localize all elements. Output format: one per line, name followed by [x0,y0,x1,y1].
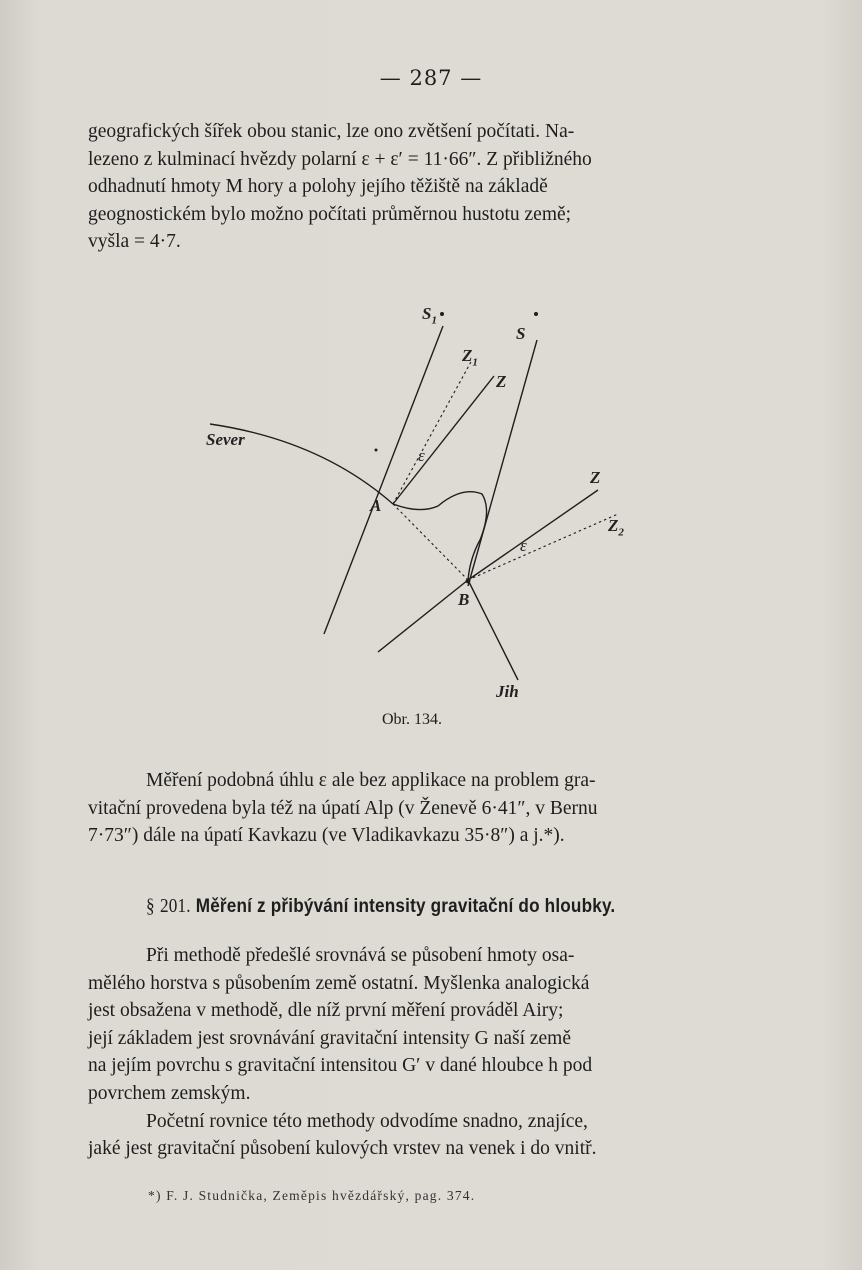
mountain-profile [393,492,487,580]
label-z1: $Z_1$ [462,346,478,369]
text-line: odhadnutí hmoty M hory a polohy jejího těžiště na základě [88,176,548,198]
dotted-a-z1 [393,360,472,504]
text-line: vyšla = 4·7. [88,231,181,253]
star-dot [440,312,444,316]
star-dot [534,312,538,316]
label-z-upper: Z [496,372,507,391]
figure-134 [200,300,640,720]
text-line: Měření podobná úhlu ε ale bez applikace na problem gra- [146,770,596,791]
vertical-a [324,326,443,634]
text-line: geognostickém bylo možno počítati průměrnou hustotu země; [88,203,572,225]
label-b: B [458,590,470,609]
line-b-z [468,490,598,580]
dotted-b-z2 [468,514,618,580]
text-line: povrchem zemským. [88,1082,251,1104]
section-number: 201. [160,896,191,917]
text-line: Početní rovnice této methody odvodíme snadno, znajíce, [146,1110,588,1132]
line-b-left [378,580,468,652]
text-line: Při methodě předešlé srovnává se působení hmoty osa- [146,945,575,966]
section-heading [146,895,709,918]
figure-diagram [200,300,640,720]
paragraph-2 [88,767,754,850]
label-s: S [516,324,526,343]
label-z-lower: Z [590,468,601,487]
figure-caption: Obr. 134. [382,711,442,728]
label-z2: $Z_2$ [608,516,624,539]
speck [375,449,378,452]
footnote: *) F. J. Studnička, Zeměpis hvězdářský, pag. 374. [148,1188,476,1203]
text-line: jest obsažena v methodě, dle níž první měření prováděl Airy; [88,1000,564,1022]
label-epsilon-lower: ε [520,536,527,555]
point-b [466,579,471,584]
paragraph-3 [88,942,754,1163]
text-line: mělého horstva s působením země ostatní. Myšlenka analogická [88,972,590,994]
text-line: lezeno z kulminací hvězdy polarní ε + ε′ = 11·66″. Z přibližného [88,148,592,170]
label-sever: Sever [206,430,245,449]
text-line: 7·73″) dále na úpatí Kavkazu (ve Vladikavkazu 35·8″) a j.*). [88,825,565,847]
line-a-z [393,376,494,504]
line-b-jih [468,580,518,680]
text-line: jaké jest gravitační působení kulových vrstev na venek i do vnitř. [88,1138,597,1160]
label-jih: Jih [496,682,519,701]
label-epsilon-upper: ε [418,446,425,465]
section-title: Měření z přibývání intensity gravitační do hloubky. [195,895,616,917]
section-symbol: § [146,896,155,917]
text-line: její základem jest srovnávání gravitační intensity G naší země [88,1027,572,1049]
dotted-a-b [393,504,468,580]
paragraph-1 [88,118,754,256]
page-number: — 287 — [379,66,483,90]
text-line: na jejím povrchu s gravitační intensitou G′ v dané hloubce h pod [88,1055,593,1077]
label-s1: $S_1$ [422,304,437,327]
text-line: vitační provedena byla též na úpatí Alp (v Ženevě 6·41″, v Bernu [88,797,598,819]
text-line: geografických šířek obou stanic, lze ono zvětšení počítati. Na- [88,121,575,142]
label-a: A [370,496,382,515]
